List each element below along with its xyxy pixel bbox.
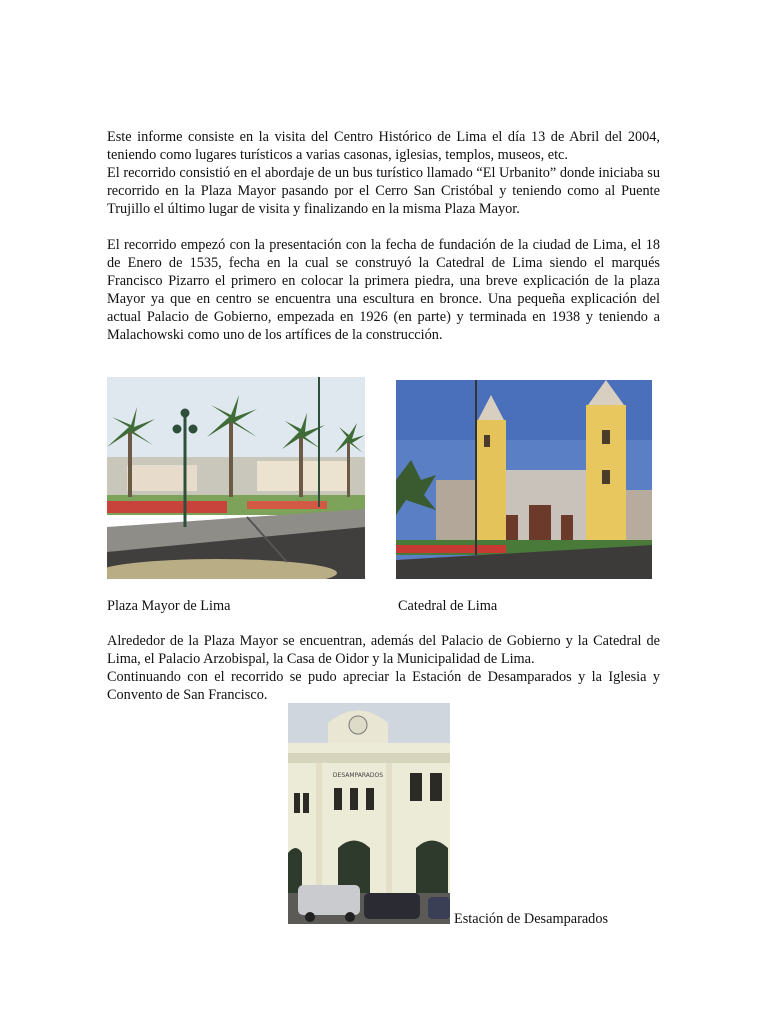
caption-catedral: Catedral de Lima xyxy=(398,598,498,614)
caption-estacion: Estación de Desamparados xyxy=(454,911,609,927)
catedral-photo xyxy=(396,380,652,579)
plaza-mayor-photo xyxy=(107,377,365,579)
paragraph-history: El recorrido empezó con la presentación con la fecha de fundación de la ciudad de Lima, el 18 de Enero de 1535, fecha en la cual se construyó la Catedral de Lima siendo el marqués Francisco Pizarro el primero en colocar la primera piedra, una breve explicación de la plaza Mayor ya que en centro se encuentra una escultura en bronce. Una pequeña explicación del actual Palacio de Gobierno, empezada en 1926 (en parte) y terminada en 1938 y teniendo a Malachowski como uno de los artífices de la construcción. xyxy=(107,237,660,343)
estacion-photo xyxy=(288,703,450,924)
paragraph-route: El recorrido consistió en el abordaje de un bus turístico llamado “El Urbanito” donde iniciaba su recorrido en la Plaza Mayor pasando por el Cerro San Cristóbal y teniendo como al Puente Trujillo el último lugar de visita y finalizando en la misma Plaza Mayor. xyxy=(107,165,660,217)
paragraph-intro: Este informe consiste en la visita del Centro Histórico de Lima el día 13 de Abril del 2004, teniendo como lugares turísticos a varias casonas, iglesias, templos, museos, etc. xyxy=(107,129,660,163)
paragraph-surroundings: Alrededor de la Plaza Mayor se encuentran, además del Palacio de Gobierno y la Catedral de Lima, el Palacio Arzobispal, la Casa de Oidor y la Municipalidad de Lima. xyxy=(107,633,660,667)
station-sign: DESAMPARADOS xyxy=(332,772,384,779)
caption-plaza: Plaza Mayor de Lima xyxy=(107,598,231,614)
paragraph-continuation: Continuando con el recorrido se pudo apreciar la Estación de Desamparados y la Iglesia y Convento de San Francisco. xyxy=(107,669,660,703)
